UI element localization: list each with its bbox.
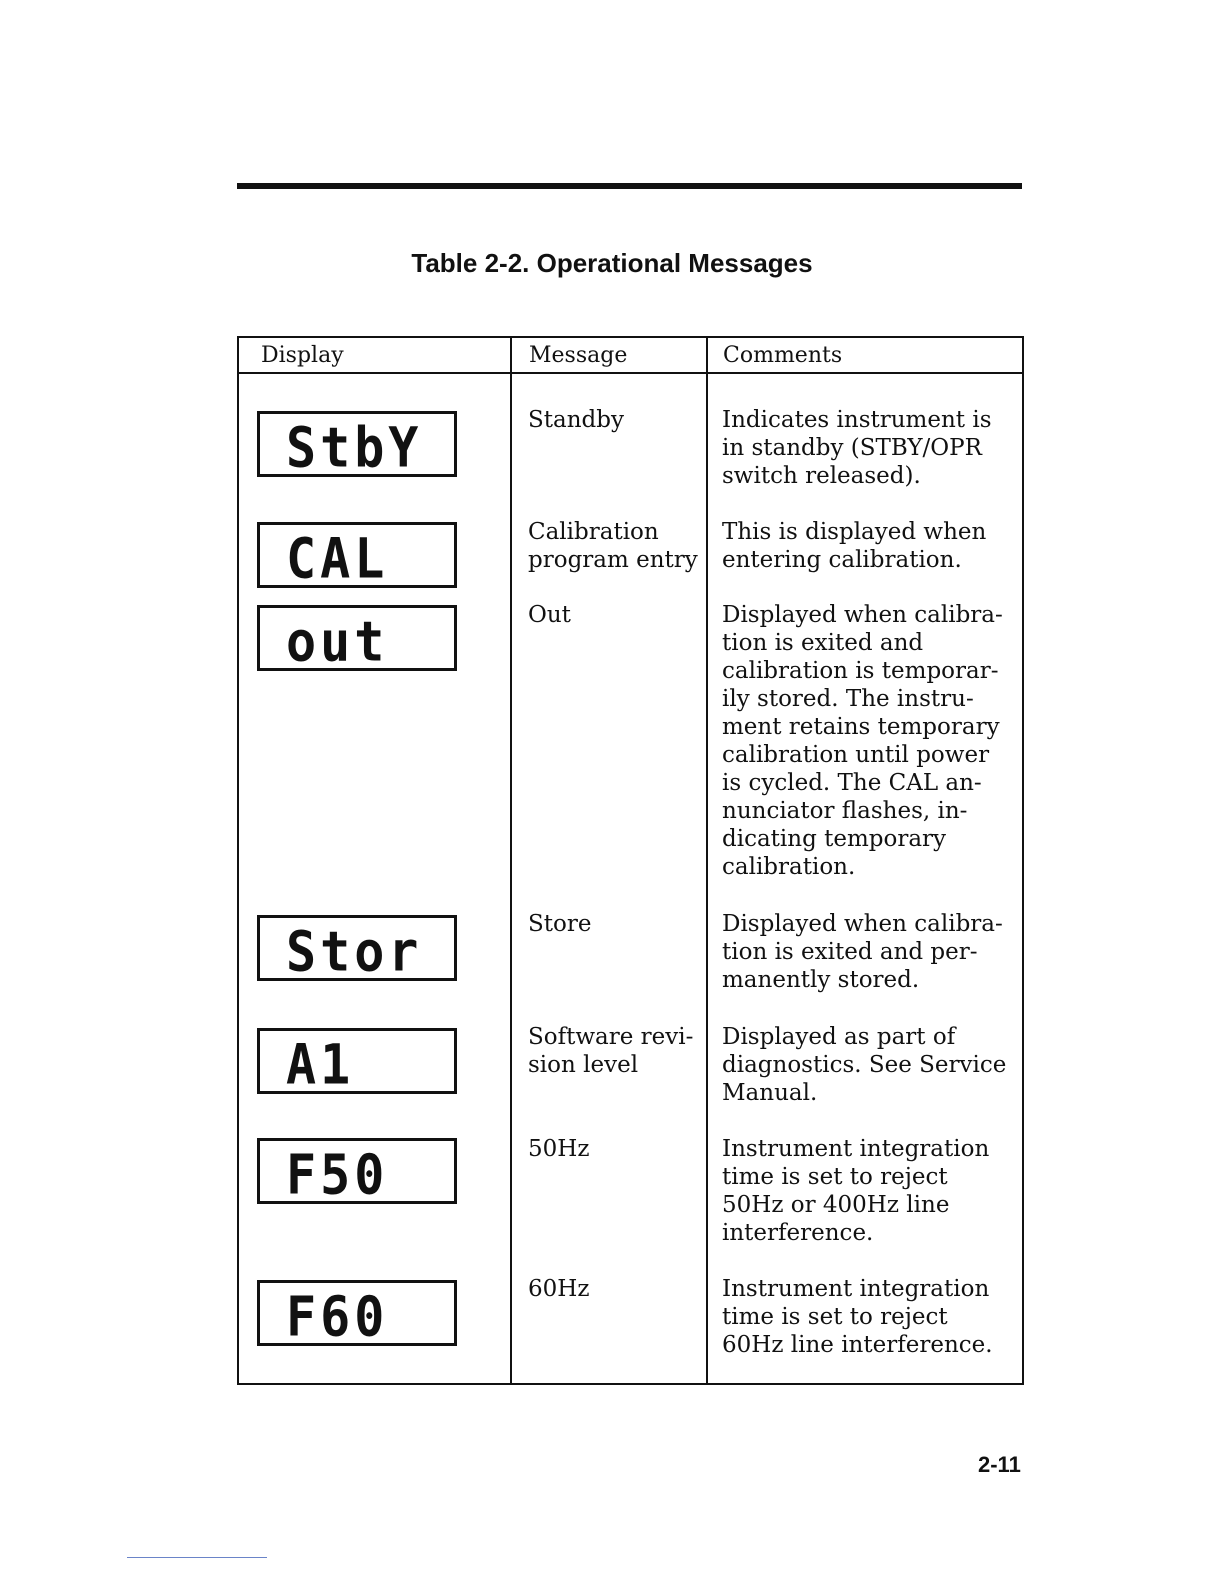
column-divider — [706, 338, 708, 1383]
lcd-display-50hz — [257, 1138, 457, 1207]
lcd-readout: F60 — [286, 1284, 389, 1349]
column-divider — [510, 338, 512, 1383]
header-rule — [239, 372, 1022, 374]
lcd-readout: A1 — [286, 1032, 355, 1097]
message-standby: Standby — [528, 407, 624, 433]
header-comments: Comments — [723, 343, 843, 368]
lcd-display-standby — [257, 411, 457, 480]
page-number: 2-11 — [978, 1452, 1021, 1477]
message-out: Out — [528, 602, 571, 628]
comment-software-revision: Displayed as part of diagnostics. See Service Manual. — [722, 1024, 1007, 1106]
comment-store: Displayed when calibra- tion is exited and per- manently stored. — [722, 911, 1003, 993]
lcd-display-calibration — [257, 522, 457, 591]
lcd-display-60hz — [257, 1280, 457, 1349]
lcd-display-out — [257, 605, 457, 674]
operational-messages-table — [237, 336, 1024, 1385]
comment-60hz: Instrument integration time is set to reject 60Hz line interference. — [722, 1276, 993, 1358]
lcd-readout: CAL — [286, 526, 389, 591]
header-message: Message — [529, 343, 628, 368]
message-software-revision: Software revi- sion level — [528, 1024, 694, 1078]
top-rule — [237, 183, 1022, 189]
comment-50hz: Instrument integration time is set to reject 50Hz or 400Hz line interference. — [722, 1136, 990, 1246]
comment-calibration: This is displayed when entering calibration. — [722, 519, 987, 573]
lcd-display-store — [257, 915, 457, 984]
lcd-readout: Stor — [286, 919, 423, 984]
lcd-readout: F50 — [286, 1142, 389, 1207]
comment-standby: Indicates instrument is in standby (STBY/OPR switch released). — [722, 407, 992, 489]
lcd-readout: StbY — [286, 415, 423, 480]
header-display: Display — [261, 343, 344, 368]
message-calibration: Calibration program entry — [528, 519, 698, 573]
comment-out: Displayed when calibra- tion is exited and calibration is temporar- ily stored. The instru- ment retains temporary calibration until power is cycled. The CAL an- nunciator flashes, in- dicating temporary calibration. — [722, 602, 1003, 880]
table-title: Table 2-2. Operational Messages — [411, 248, 813, 278]
lcd-display-software-revision — [257, 1028, 457, 1097]
footer-rule — [127, 1557, 267, 1558]
message-60hz: 60Hz — [528, 1276, 590, 1302]
message-store: Store — [528, 911, 592, 937]
lcd-readout: out — [286, 609, 389, 674]
message-50hz: 50Hz — [528, 1136, 590, 1162]
